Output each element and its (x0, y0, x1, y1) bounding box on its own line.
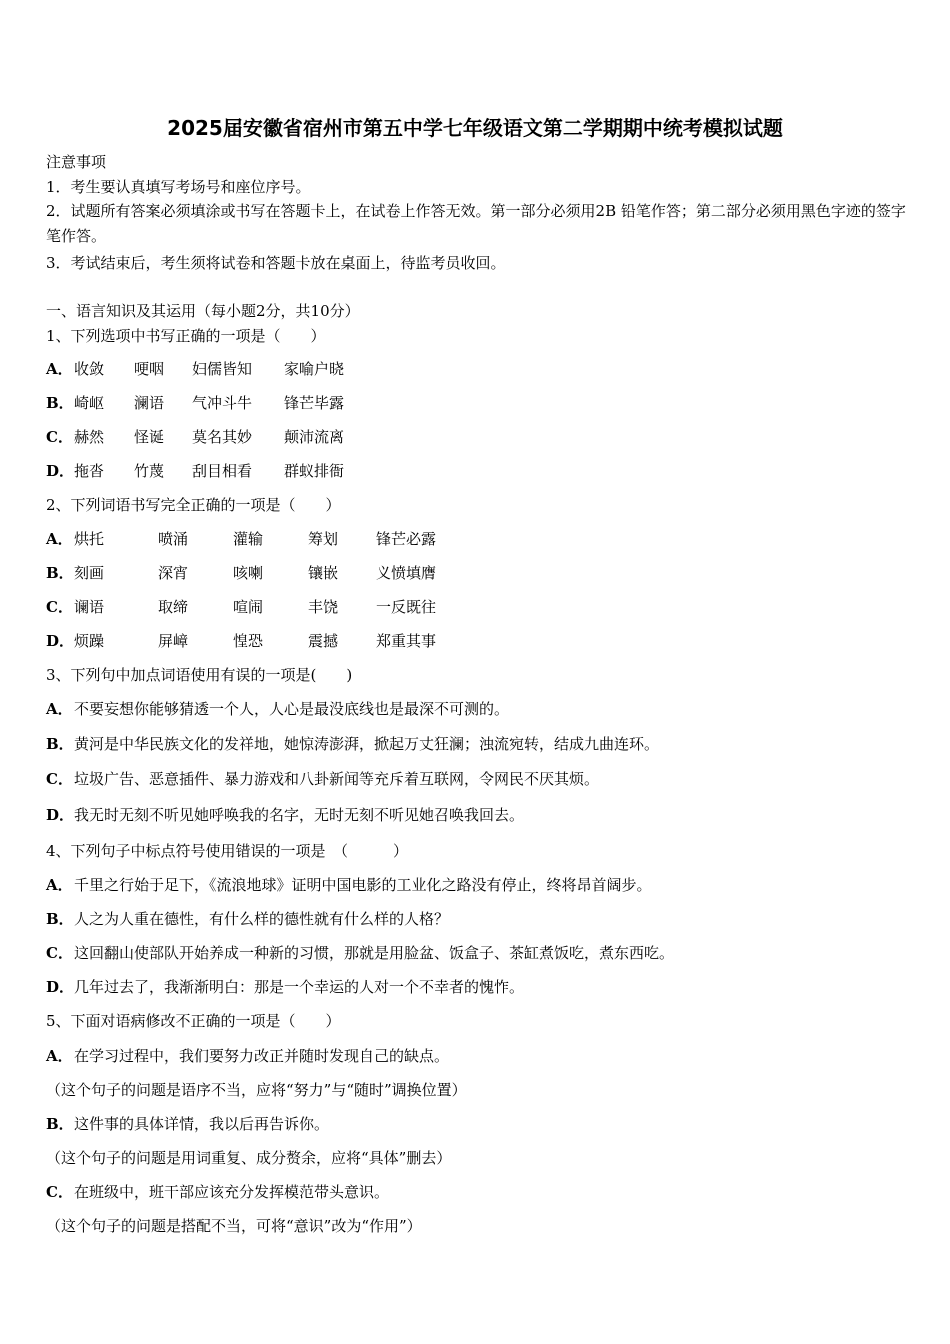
option-label: B． (46, 735, 74, 753)
option-text: 不要妄想你能够猜透一个人，人心是最没底线也是最深不可测的。 (74, 700, 510, 718)
question-stem: 5、下面对语病修改不正确的一项是（ ） (46, 1012, 341, 1030)
option-row (46, 805, 524, 825)
notice-heading: 注意事项 (46, 153, 107, 171)
option-word: 义愤填膺 (376, 564, 437, 582)
option-row (46, 597, 436, 617)
option-label: C． (46, 428, 73, 446)
option-word: 家喻户晓 (284, 360, 345, 378)
option-row (46, 769, 599, 789)
option-word: 哽咽 (134, 360, 165, 378)
option-word: 锋芒必露 (376, 530, 437, 548)
option-word: 喧闹 (233, 598, 264, 616)
option-word: 气冲斗牛 (192, 394, 253, 412)
option-label: A． (46, 876, 73, 894)
option-row (46, 529, 436, 549)
option-word: 屏嶂 (158, 632, 189, 650)
option-row (46, 563, 436, 583)
option-label: B． (46, 910, 74, 928)
option-row (46, 359, 344, 379)
option-word: 莫名其妙 (192, 428, 253, 446)
option-word: 谰语 (74, 598, 105, 616)
option-row (46, 1182, 389, 1202)
option-word: 颠沛流离 (284, 428, 345, 446)
option-word: 取缔 (158, 598, 189, 616)
notice-item: 3．考试结束后，考生须将试卷和答题卡放在桌面上，待监考员收回。 (46, 254, 506, 272)
option-word: 烘托 (74, 530, 105, 548)
question-stem: 4、下列句子中标点符号使用错误的一项是 （ ） (46, 842, 409, 860)
section-heading: 一、语言知识及其运用（每小题2分，共10分） (46, 302, 360, 320)
option-label: D． (46, 632, 75, 650)
option-label: A． (46, 1047, 73, 1065)
option-label: A． (46, 360, 73, 378)
option-word: 深宵 (158, 564, 189, 582)
option-word: 刮目相看 (192, 462, 253, 480)
page-title: 2025届安徽省宿州市第五中学七年级语文第二学期期中统考模拟试题 (167, 116, 783, 140)
option-label: B． (46, 394, 74, 412)
option-row (46, 461, 344, 481)
option-word: 澜语 (134, 394, 165, 412)
option-word: 镶嵌 (308, 564, 339, 582)
option-text: 我无时无刻不听见她呼唤我的名字，无时无刻不听见她召唤我回去。 (74, 806, 525, 824)
option-label: A． (46, 700, 73, 718)
option-word: 刻画 (74, 564, 105, 582)
option-word: 赫然 (74, 428, 105, 446)
option-row (46, 427, 344, 447)
option-label: B． (46, 564, 74, 582)
option-note: （这个句子的问题是搭配不当，可将“意识”改为“作用”） (46, 1217, 422, 1235)
option-text: 黄河是中华民族文化的发祥地，她惊涛澎湃，掀起万丈狂澜；浊流宛转，结成九曲连环。 (74, 735, 660, 753)
option-text: 人之为人重在德性，有什么样的德性就有什么样的人格？ (74, 910, 450, 928)
option-word: 惶恐 (233, 632, 264, 650)
option-word: 喷涌 (158, 530, 189, 548)
option-row (46, 734, 659, 754)
option-text: 这回翻山使部队开始养成一种新的习惯，那就是用脸盆、饭盒子、茶缸煮饭吃，煮东西吃。 (74, 944, 675, 962)
option-word: 竹蔑 (134, 462, 165, 480)
option-label: C． (46, 598, 73, 616)
option-note: （这个句子的问题是语序不当，应将“努力”与“随时”调换位置） (46, 1081, 467, 1099)
notice-item: 2．试题所有答案必须填涂或书写在答题卡上，在试卷上作答无效。第一部分必须用2B 铅笔作答；第二部分必须用黑色字迹的签字笔作答。 (46, 202, 906, 245)
option-text: 几年过去了，我渐渐明白：那是一个幸运的人对一个不幸者的愧怍。 (74, 978, 525, 996)
option-word: 筹划 (308, 530, 339, 548)
option-word: 震撼 (308, 632, 339, 650)
option-word: 灌输 (233, 530, 264, 548)
question-stem: 3、下列句中加点词语使用有误的一项是( ) (46, 666, 353, 684)
option-word: 崎岖 (74, 394, 105, 412)
option-label: D． (46, 806, 75, 824)
option-row (46, 1114, 329, 1134)
option-text: 在学习过程中，我们要努力改正并随时发现自己的缺点。 (74, 1047, 450, 1065)
option-word: 咳喇 (233, 564, 264, 582)
option-word: 锋芒毕露 (284, 394, 345, 412)
option-label: B． (46, 1115, 74, 1133)
option-row (46, 943, 674, 963)
option-label: A． (46, 530, 73, 548)
option-word: 一反既往 (376, 598, 437, 616)
option-word: 拖沓 (74, 462, 105, 480)
option-note: （这个句子的问题是用词重复、成分赘余，应将“具体”删去） (46, 1149, 452, 1167)
option-word: 丰饶 (308, 598, 339, 616)
option-row (46, 1046, 449, 1066)
option-word: 烦躁 (74, 632, 105, 650)
option-row (46, 393, 344, 413)
option-word: 妇儒皆知 (192, 360, 253, 378)
notice-item: 1．考生要认真填写考场号和座位序号。 (46, 178, 311, 196)
option-label: C． (46, 944, 73, 962)
option-label: C． (46, 1183, 73, 1201)
option-row (46, 631, 436, 651)
option-word: 怪诞 (134, 428, 165, 446)
option-row (46, 977, 524, 997)
option-text: 在班级中，班干部应该充分发挥模范带头意识。 (74, 1183, 390, 1201)
option-row (46, 875, 652, 895)
option-text: 垃圾广告、恶意插件、暴力游戏和八卦新闻等充斥着互联网，令网民不厌其烦。 (74, 770, 600, 788)
option-word: 群蚁排衙 (284, 462, 345, 480)
question-stem: 2、下列词语书写完全正确的一项是（ ） (46, 496, 341, 514)
option-row (46, 909, 449, 929)
option-text: 这件事的具体详情，我以后再告诉你。 (74, 1115, 330, 1133)
option-label: D． (46, 978, 75, 996)
option-label: D． (46, 462, 75, 480)
option-word: 收敛 (74, 360, 105, 378)
question-stem: 1、下列选项中书写正确的一项是（ ） (46, 327, 326, 345)
option-text: 千里之行始于足下，《流浪地球》证明中国电影的工业化之路没有停止，终将昂首阔步。 (74, 876, 652, 894)
option-word: 郑重其事 (376, 632, 437, 650)
option-label: C． (46, 770, 73, 788)
option-row (46, 699, 509, 719)
